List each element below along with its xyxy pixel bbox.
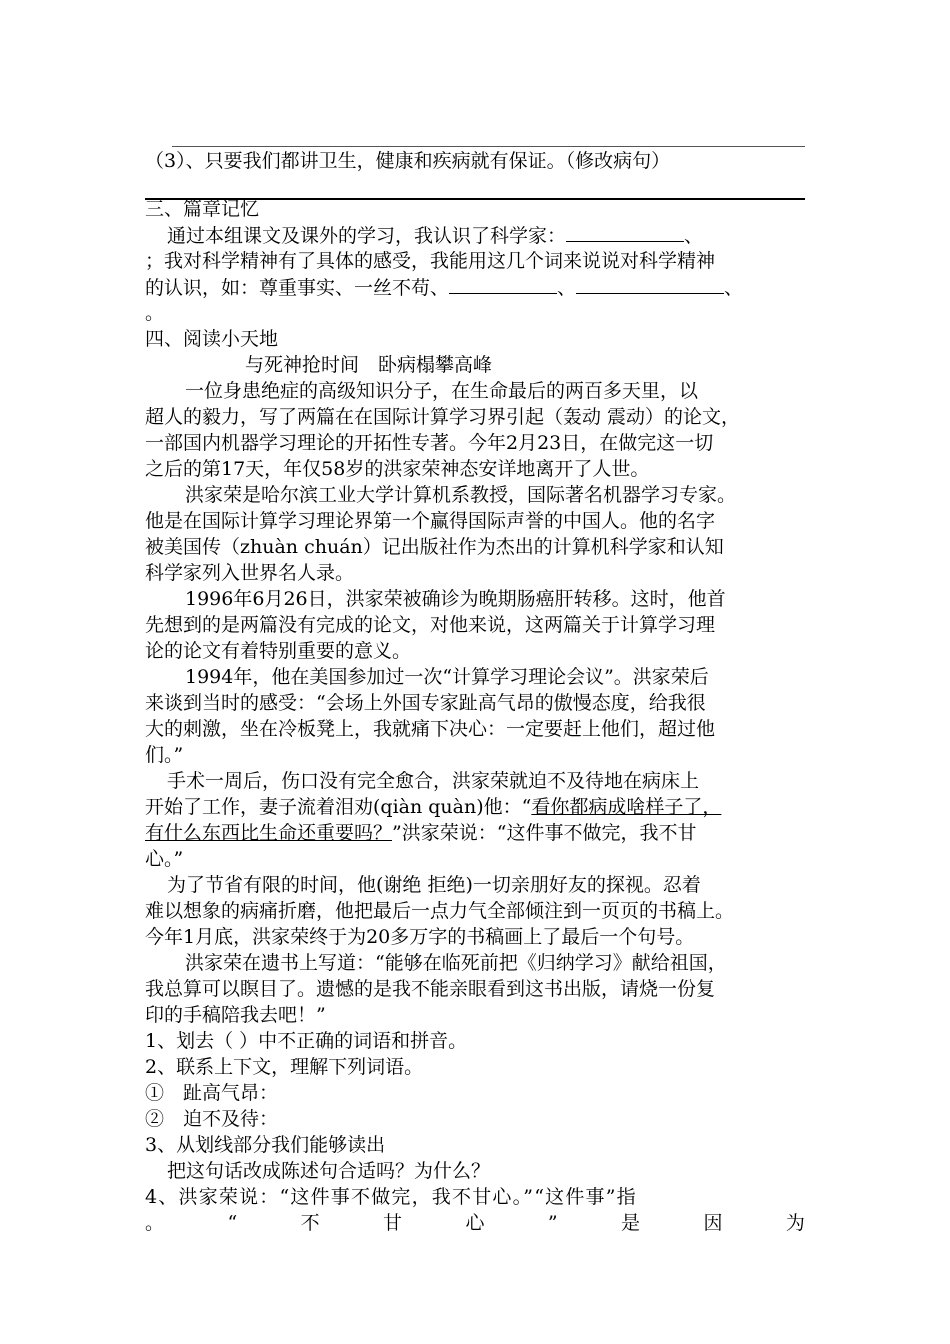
underlined-sentence: 看你都病成啥样子了， [531, 796, 722, 818]
answer-line [172, 146, 805, 147]
article-line: 被美国传（zhuàn chuán）记出版社作为杰出的计算机科学家和认知 [145, 536, 724, 558]
article-line: 之后的第17天，年仅58岁的洪家荣神态安详地离开了人世。 [145, 458, 650, 480]
article-line-wife: 有什么东西比生命还重要吗？”洪家荣说：“这件事不做完，我不甘 [145, 822, 697, 844]
article-line: 一位身患绝症的高级知识分子，在生命最后的两百多天里，以 [185, 380, 699, 402]
underlined-sentence: 有什么东西比生命还重要吗？ [145, 822, 393, 844]
question-2a: ① 趾高气昂： [145, 1082, 279, 1104]
article-line: 一部国内机器学习理论的开拓性专著。今年2月23日，在做完这一切 [145, 432, 714, 454]
article-line: 超人的毅力，写了两篇在在国际计算学习界引起（轰动 震动）的论文， [145, 406, 741, 428]
answer-line-thick [145, 198, 805, 200]
question-3b: 把这句话改成陈述句合适吗？为什么？ [167, 1160, 491, 1182]
article-line: 洪家荣在遗书上写道：“能够在临死前把《归纳学习》献给祖国， [185, 952, 727, 974]
article-line: 1996年6月26日，洪家荣被确诊为晚期肠癌肝转移。这时，他首 [185, 588, 726, 610]
article-title: 与死神抢时间 卧病榻攀高峰 [245, 354, 493, 376]
article-line: 1994年，他在美国参加过一次“计算学习理论会议”。洪家荣后 [185, 666, 709, 688]
fill-blank[interactable] [449, 274, 557, 294]
article-line: 我总算可以瞑目了。遗憾的是我不能亲眼看到这书出版，请烧一份复 [145, 978, 716, 1000]
article-line: 科学家列入世界名人录。 [145, 562, 355, 584]
fill-blank[interactable] [566, 222, 684, 242]
question-1: 1、划去（ ）中不正确的词语和拼音。 [145, 1030, 468, 1052]
section-3-line-1: 通过本组课文及课外的学习，我认识了科学家： 、 [145, 222, 805, 248]
worksheet-page [145, 140, 805, 1236]
article-line: 难以想象的病痛折磨，他把最后一点力气全部倾注到一页页的书稿上。 [145, 900, 735, 922]
article-line-wife: 开始了工作，妻子流着泪劝(qiàn quàn)他：“看你都病成啥样子了， [145, 796, 722, 818]
question-4-continued: 。 “ 不 甘 心 ” 是 因 为 [145, 1212, 805, 1234]
fill-blank[interactable] [576, 274, 724, 294]
question-2b: ② 迫不及待： [145, 1108, 279, 1130]
question-3-sentence: （3）、只要我们都讲卫生，健康和疾病就有保证。（修改病句） [145, 150, 671, 172]
section-4-heading: 四、阅读小天地 [145, 328, 279, 350]
article-line: 为了节省有限的时间，他(谢绝 拒绝)一切亲朋好友的探视。忍着 [167, 874, 701, 896]
article-line: 先想到的是两篇没有完成的论文，对他来说，这两篇关于计算学习理 [145, 614, 716, 636]
article-line: 今年1月底，洪家荣终于为20多万字的书稿画上了最后一个句号。 [145, 926, 695, 948]
section-3-line-2: ；我对科学精神有了具体的感受，我能用这几个词来说说对科学精神 [145, 250, 716, 272]
section-3-line-3: 的认识，如：尊重事实、一丝不苟、 、 、 [145, 274, 805, 300]
article-line: 心。” [145, 848, 184, 870]
question-3: 3、从划线部分我们能够读出 [145, 1134, 386, 1156]
article-line: 论的论文有着特别重要的意义。 [145, 640, 412, 662]
article-line: 他是在国际计算学习理论界第一个赢得国际声誉的中国人。他的名字 [145, 510, 716, 532]
article-line: 大的刺激，坐在冷板凳上，我就痛下决心：一定要赶上他们，超过他 [145, 718, 716, 740]
section-3-heading: 三、篇章记忆 [145, 198, 260, 220]
article-line: 印的手稿陪我去吧！” [145, 1004, 326, 1026]
article-line: 来谈到当时的感受：“会场上外国专家趾高气昂的傲慢态度，给我很 [145, 692, 706, 714]
article-line: 们。” [145, 744, 184, 766]
section-3-line-4: 。 [145, 302, 165, 324]
question-2: 2、联系上下文，理解下列词语。 [145, 1056, 424, 1078]
article-line: 手术一周后，伤口没有完全愈合，洪家荣就迫不及待地在病床上 [167, 770, 700, 792]
question-4: 4、洪家荣说：“这件事不做完，我不甘心。”“这件事”指 [145, 1186, 637, 1208]
article-line: 洪家荣是哈尔滨工业大学计算机系教授，国际著名机器学习专家。 [185, 484, 737, 506]
